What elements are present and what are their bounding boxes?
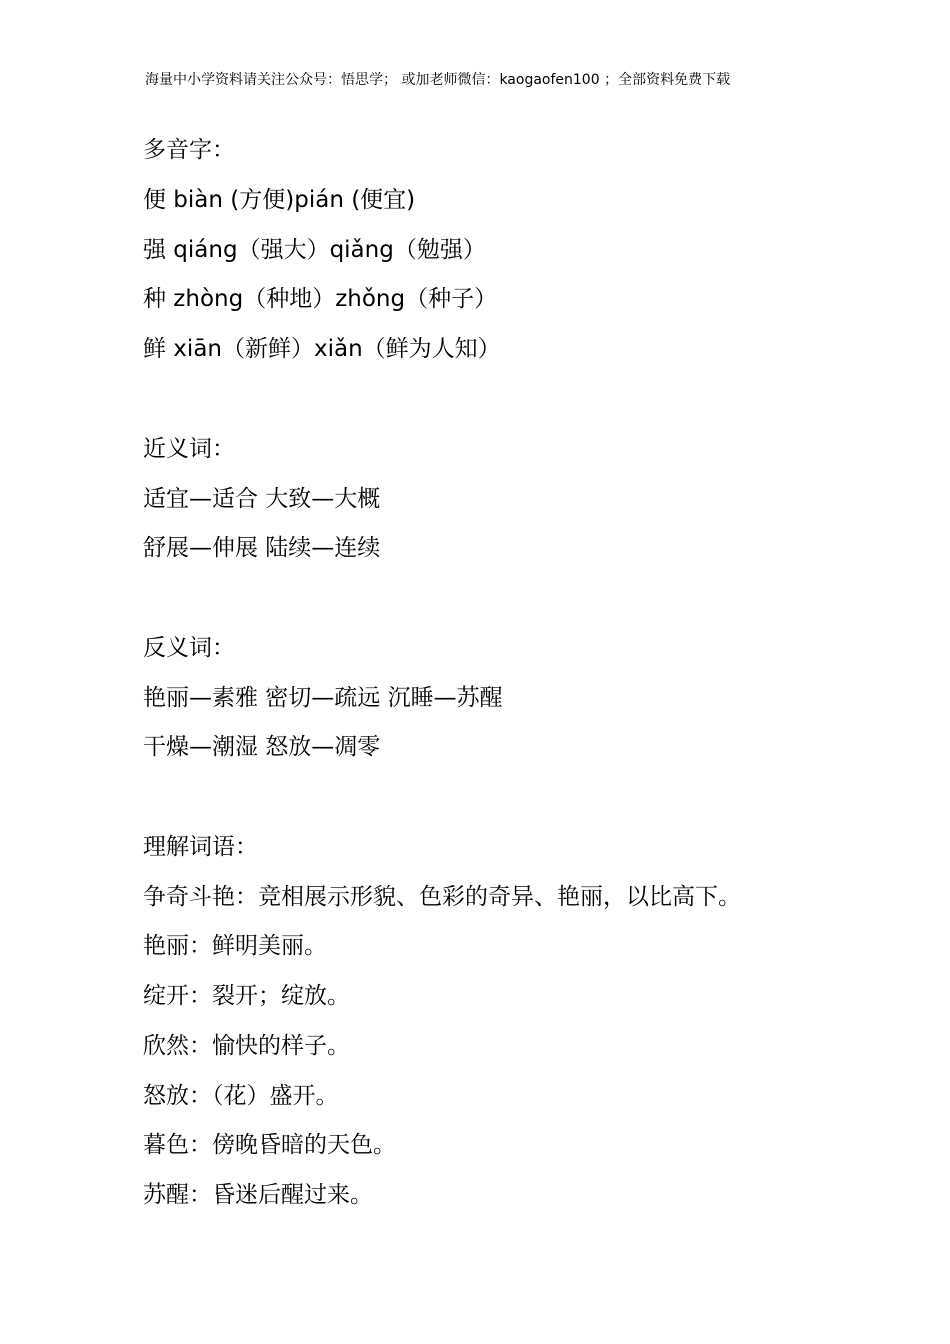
antonym-item: 干燥—潮湿 怒放—凋零 bbox=[143, 734, 381, 760]
antonyms-heading: 反义词： bbox=[143, 635, 235, 661]
vocabulary-item: 绽开：裂开；绽放。 bbox=[143, 983, 350, 1009]
vocabulary-item: 欣然：愉快的样子。 bbox=[143, 1033, 350, 1059]
synonyms-heading: 近义词： bbox=[143, 436, 235, 462]
vocabulary-heading: 理解词语： bbox=[143, 834, 258, 860]
vocabulary-item: 怒放：（花）盛开。 bbox=[143, 1083, 339, 1109]
antonym-item: 艳丽—素雅 密切—疏远 沉睡—苏醒 bbox=[143, 685, 503, 711]
vocabulary-item: 争奇斗艳：竞相展示形貌、色彩的奇异、艳丽，以比高下。 bbox=[143, 884, 741, 910]
vocabulary-item: 艳丽：鲜明美丽。 bbox=[143, 933, 327, 959]
vocabulary-item: 暮色：傍晚昏暗的天色。 bbox=[143, 1132, 396, 1158]
polyphone-item: 便 biàn (方便)pián (便宜) bbox=[143, 187, 416, 213]
polyphone-item: 鲜 xiān（新鲜）xiǎn（鲜为人知） bbox=[143, 336, 501, 362]
synonym-item: 舒展—伸展 陆续—连续 bbox=[143, 535, 381, 561]
header-notice: 海量中小学资料请关注公众号：悟思学； 或加老师微信：kaogaofen100 ；全部资料免费下载 bbox=[145, 72, 731, 88]
polyphone-item: 种 zhòng（种地）zhǒng（种子） bbox=[143, 286, 498, 312]
synonym-item: 适宜—适合 大致—大概 bbox=[143, 486, 381, 512]
polyphone-item: 强 qiáng（强大）qiǎng（勉强） bbox=[143, 237, 486, 263]
polyphones-heading: 多音字： bbox=[143, 137, 235, 163]
vocabulary-item: 苏醒：昏迷后醒过来。 bbox=[143, 1182, 373, 1208]
